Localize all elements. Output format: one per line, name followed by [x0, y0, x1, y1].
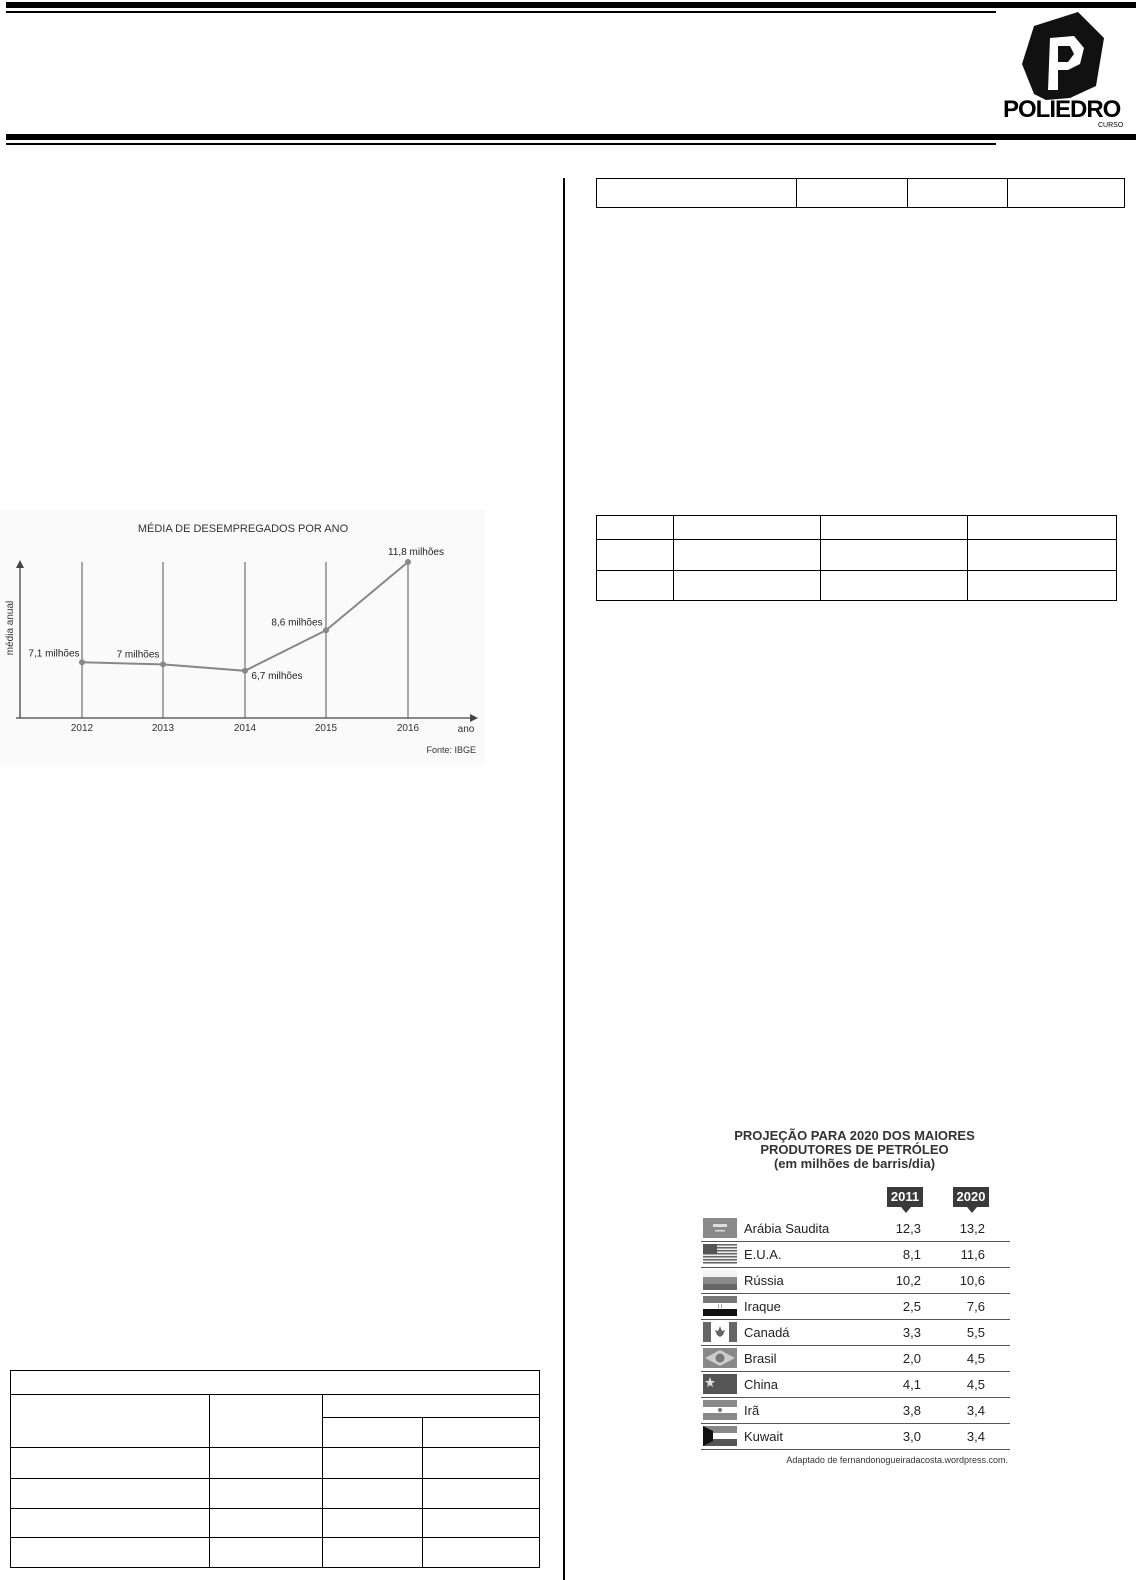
data-point: [242, 668, 248, 674]
chart-title: MÉDIA DE DESEMPREGADOS POR ANO: [137, 523, 349, 535]
table-cell: [11, 1448, 210, 1478]
header-bottom-rule-thin: [6, 143, 996, 145]
oil-table-row: [701, 1293, 1010, 1320]
value-2020: 7,6: [966, 1299, 985, 1314]
table-cell: [11, 1537, 210, 1567]
value-2011: 3,8: [902, 1403, 921, 1418]
header-top-rule-thin: [6, 11, 996, 13]
data-point: [405, 559, 411, 565]
table-cell: [968, 540, 1117, 571]
oil-title-line-1: PROJEÇÃO PARA 2020 DOS MAIORES: [734, 1128, 975, 1143]
value-2011: 12,3: [895, 1221, 921, 1236]
table-cell: [11, 1395, 210, 1448]
country-name: Iraque: [744, 1299, 781, 1314]
left-empty-table: [10, 1370, 540, 1568]
table-cell: [423, 1508, 540, 1537]
value-2011: 2,0: [902, 1351, 921, 1366]
kuwait-flag-icon: [703, 1426, 737, 1446]
table-cell: [821, 540, 968, 571]
data-label: 8,6 milhões: [271, 617, 323, 629]
logo-wordmark: POLIEDRO: [1003, 96, 1121, 123]
data-label: 7 milhões: [116, 649, 160, 661]
table-cell: [1008, 179, 1125, 208]
oil-source: Adaptado de fernandonogueiradacosta.wordpress.com.: [786, 1455, 1008, 1465]
table-cell: [423, 1418, 540, 1448]
table-cell: [597, 571, 674, 601]
x-tick-label: 2012: [70, 723, 94, 734]
value-2011: 2,5: [902, 1299, 921, 1314]
oil-table-row: [701, 1345, 1010, 1372]
value-2011: 8,1: [902, 1247, 921, 1262]
usa-flag-icon: [703, 1244, 737, 1264]
table-cell: [423, 1448, 540, 1478]
poliedro-logo: [1000, 8, 1130, 133]
table-cell: [323, 1395, 540, 1418]
table-header-cell: [11, 1371, 540, 1395]
canada-flag-icon: [703, 1322, 737, 1342]
value-2020: 4,5: [966, 1377, 985, 1392]
table-cell: [423, 1537, 540, 1567]
table-cell: [674, 516, 821, 540]
oil-producers-figure: [697, 1121, 1012, 1473]
data-point: [323, 627, 329, 633]
brazil-flag-icon: [703, 1348, 737, 1368]
oil-table-row: [701, 1241, 1010, 1268]
table-cell: [968, 516, 1117, 540]
table-cell: [323, 1508, 423, 1537]
table-cell: [11, 1508, 210, 1537]
unemployment-chart: [0, 510, 485, 765]
country-name: Rússia: [744, 1273, 784, 1288]
table-cell: [323, 1448, 423, 1478]
data-point: [160, 661, 166, 667]
oil-title-line-3: (em milhões de barris/dia): [773, 1156, 936, 1171]
table-cell: [797, 179, 908, 208]
iraq-flag-icon: [703, 1296, 737, 1316]
value-2020: 11,6: [960, 1247, 985, 1262]
table-cell: [597, 540, 674, 571]
value-2011: 3,0: [902, 1429, 921, 1444]
country-name: Kuwait: [744, 1429, 784, 1444]
oil-table-row: [701, 1423, 1010, 1450]
value-2011: 10,2: [895, 1273, 921, 1288]
value-2011: 3,3: [902, 1325, 921, 1340]
column-separator: [563, 178, 565, 1580]
data-label: 7,1 milhões: [28, 648, 80, 660]
oil-table-row: [701, 1267, 1010, 1294]
saudi-flag-icon: [703, 1218, 737, 1238]
svg-text:﴾﴿: ﴾﴿: [717, 1304, 723, 1310]
value-2020: 10,6: [959, 1273, 985, 1288]
russia-flag-icon: [703, 1270, 737, 1290]
table-cell: [821, 516, 968, 540]
country-name: E.U.A.: [744, 1247, 782, 1262]
value-2020: 13,2: [959, 1221, 985, 1236]
table-cell: [210, 1395, 323, 1448]
data-label: 6,7 milhões: [251, 670, 303, 682]
value-2020: 4,5: [966, 1351, 985, 1366]
country-name: Canadá: [744, 1325, 790, 1340]
right-middle-empty-table: [596, 515, 1117, 601]
oil-title-line-2: PRODUTORES DE PETRÓLEO: [760, 1142, 949, 1157]
data-label: 11,8 milhões: [388, 547, 444, 558]
right-top-empty-table: [596, 178, 1125, 208]
value-2011: 4,1: [902, 1377, 921, 1392]
table-cell: [11, 1478, 210, 1508]
header-top-rule: [6, 2, 1136, 8]
table-cell: [210, 1508, 323, 1537]
value-2020: 3,4: [966, 1403, 985, 1418]
value-2020: 5,5: [966, 1325, 985, 1340]
table-cell: [821, 571, 968, 601]
china-flag-icon: [703, 1374, 737, 1394]
table-cell: [597, 179, 797, 208]
value-2020: 3,4: [966, 1429, 985, 1444]
data-point: [79, 659, 85, 665]
logo-subtext: CURSO: [1098, 122, 1124, 129]
oil-table-row: [701, 1397, 1010, 1424]
oil-table-row: [701, 1319, 1010, 1346]
table-cell: [423, 1478, 540, 1508]
oil-table-row: [701, 1371, 1010, 1398]
country-name: Irã: [744, 1403, 760, 1418]
x-tick-label: 2014: [233, 723, 257, 734]
table-cell: [323, 1537, 423, 1567]
oil-table-row: [701, 1215, 1010, 1242]
country-name: China: [744, 1377, 778, 1392]
table-cell: [968, 571, 1117, 601]
table-cell: [323, 1418, 423, 1448]
x-tick-label: 2016: [396, 723, 420, 734]
header-bottom-rule: [6, 134, 1136, 140]
x-tick-label: 2015: [314, 723, 338, 734]
table-cell: [210, 1478, 323, 1508]
table-cell: [210, 1537, 323, 1567]
table-cell: [323, 1478, 423, 1508]
table-cell: [674, 540, 821, 571]
chart-source: Fonte: IBGE: [426, 745, 476, 755]
x-axis-label: ano: [457, 724, 475, 735]
year-2020-badge: 2020: [953, 1187, 989, 1207]
country-name: Arábia Saudita: [744, 1221, 830, 1236]
table-cell: [908, 179, 1008, 208]
table-cell: [210, 1448, 323, 1478]
country-name: Brasil: [744, 1351, 777, 1366]
year-2011-badge: 2011: [887, 1187, 923, 1207]
table-cell: [674, 571, 821, 601]
table-cell: [597, 516, 674, 540]
poliedro-logo-icon: [1000, 8, 1130, 100]
x-tick-label: 2013: [151, 723, 175, 734]
iran-flag-icon: [703, 1400, 737, 1420]
y-axis-label: média anual: [5, 600, 16, 656]
